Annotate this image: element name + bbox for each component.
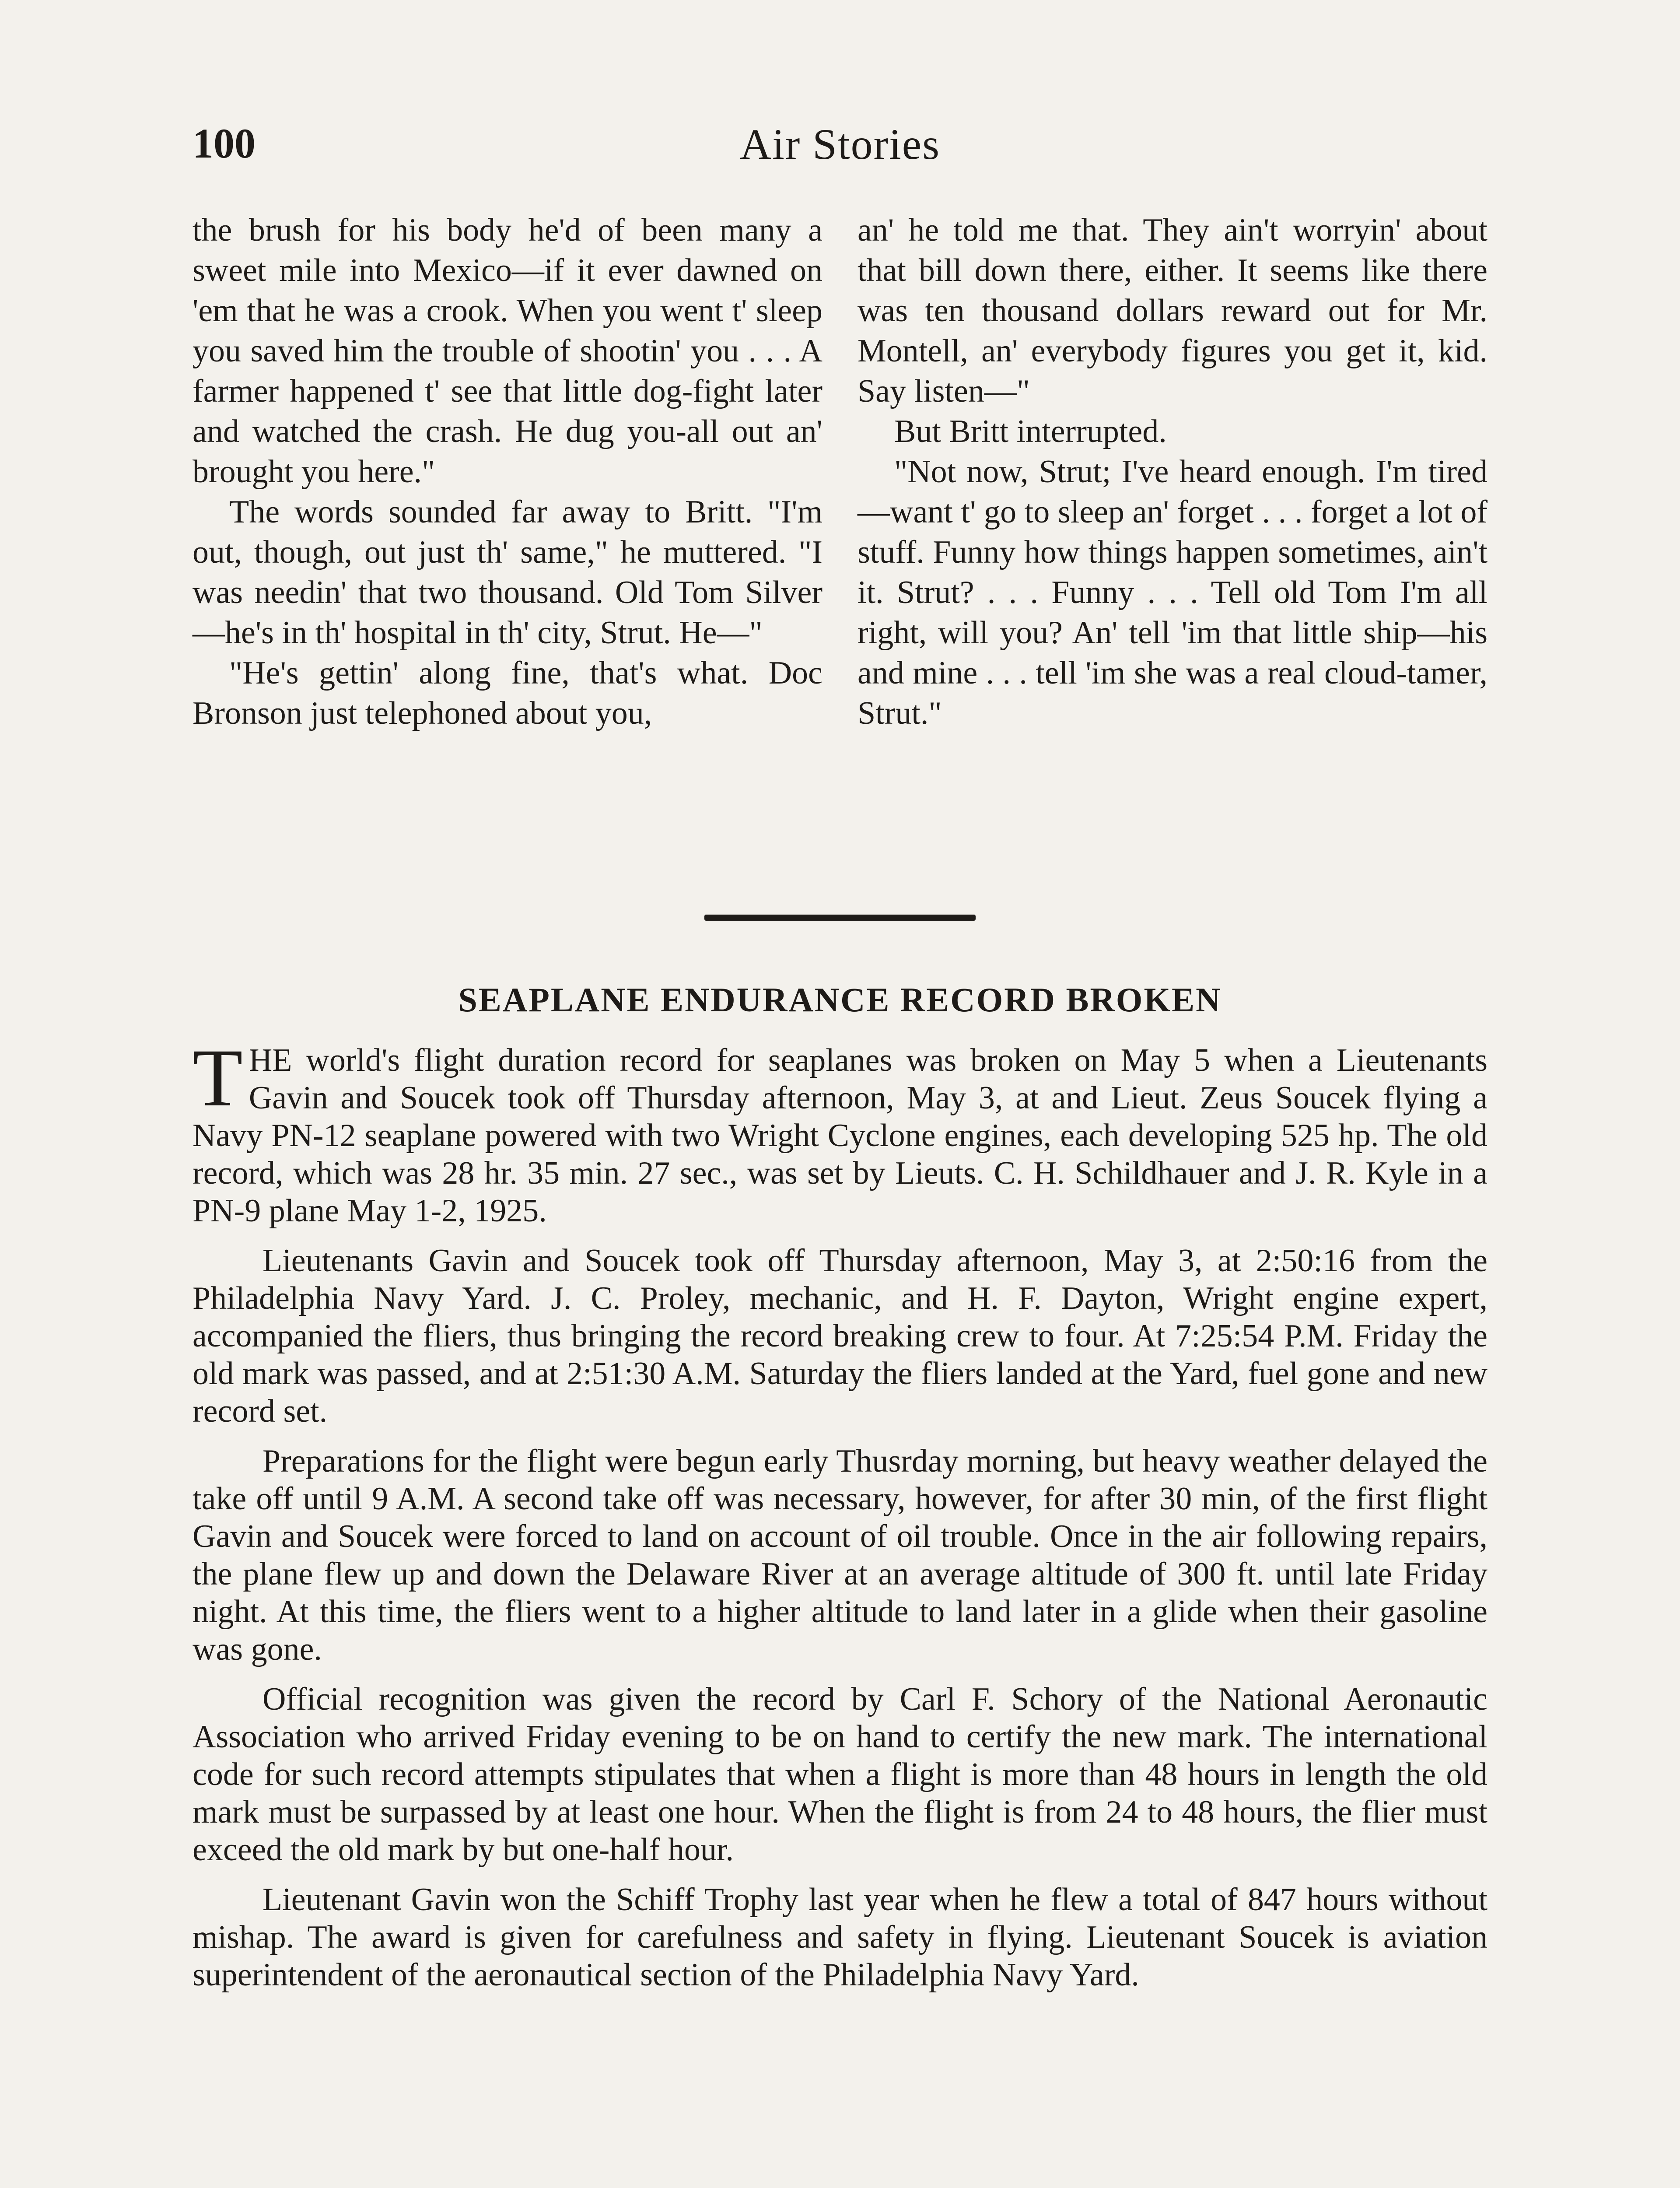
story-paragraph: But Britt interrupted. — [894, 414, 1167, 449]
article-paragraph — [192, 1032, 1488, 1230]
article-paragraph: Lieutenant Gavin won the Schiff Trophy last year when he flew a total of 847 hours without mishap. The award is given for carefulness and safety in flying. Lieutenant Soucek is aviation superintendent of the aeronautical section of the Philadelphia Navy Yard. — [192, 1882, 1488, 1993]
story-paragraph: an' he told me that. They ain't worryin' about that bill down there, either. It seems like there was ten thousand dollars reward out for Mr. Montell, an' everybody figures you get it, kid. Say listen—" — [858, 212, 1488, 409]
article-body — [192, 1032, 1488, 2006]
story-paragraph: "He's gettin' along fine, that's what. Doc Bronson just telephoned about you, — [192, 655, 822, 731]
page-number: 100 — [192, 120, 256, 167]
article-paragraph: Lieutenants Gavin and Soucek took off Thursday afternoon, May 3, at 2:50:16 from the Philadelphia Navy Yard. J. C. Proley, mechanic, and H. F. Dayton, Wright engine expert, accompanied the fliers, thus bringing the record breaking crew to four. At 7:25:54 P.M. Friday the old mark was passed, and at 2:51:30 A.M. Saturday the fliers landed at the Yard, fuel gone and new record set. — [192, 1243, 1488, 1429]
story-paragraph: "Not now, Strut; I've heard enough. I'm tired—want t' go to sleep an' forget . . . forget a lot of stuff. Funny how things happen sometimes, ain't it. Strut? . . . Funny . . . Tell old Tom I'm all right, will you? An' tell 'im that little ship—his and mine . . . tell 'im she was a real cloud-tamer, Strut." — [858, 454, 1488, 731]
article-paragraph: Official recognition was given the record by Carl F. Schory of the National Aeronautic Association who arrived Friday evening to be on hand to certify the new mark. The international code for such record attempts stipulates that when a flight is more than 48 hours in length the old mark must be surpassed by at least one hour. When the flight is from 24 to 48 hours, the flier must exceed the old mark by but one-half hour. — [192, 1681, 1488, 1868]
story-paragraph: The words sounded far away to Britt. "I'm out, though, out just th' same," he muttered. "I was needin' that two thousand. Old Tom Silver—he's in th' hospital in th' city, Strut. He—" — [192, 494, 822, 651]
story-left-column — [192, 210, 822, 733]
article-title: SEAPLANE ENDURANCE RECORD BROKEN — [458, 981, 1222, 1019]
article-paragraph: Preparations for the flight were begun early Thusrday morning, but heavy weather delayed the take off until 9 A.M. A second take off was necessary, however, for after 30 min, of the first flight Gavin and Soucek were forced to land on account of oil trouble. Once in the air following repairs, the plane flew up and down the Delaware River at an average altitude of 300 ft. until late Friday night. At this time, the fliers went to a higher altitude to land later in a glide when their gasoline was gone. — [192, 1443, 1488, 1667]
drop-cap: T — [192, 1032, 243, 1123]
running-head-title: Air Stories — [739, 120, 941, 168]
story-right-column — [858, 210, 1488, 733]
section-divider — [704, 915, 976, 921]
story-paragraph: the brush for his body he'd of been many a sweet mile into Mexico—if it ever dawned on 'em that he was a crook. When you went t' sleep you saved him the trouble of shootin' you . . . A farmer happened t' see that little dog-fight later and watched the crash. He dug you-all out an' brought you here." — [192, 212, 822, 490]
article-lead-text: HE world's flight duration record for seaplanes was broken on May 5 when a Lieutenants Gavin and Soucek took off Thursday afternoon, May 3, at and Lieut. Zeus Soucek flying a Navy PN-12 seaplane powered with two Wright Cyclone engines, each developing 525 hp. The old record, which was 28 hr. 35 min. 27 sec., was set by Lieuts. C. H. Schildhauer and J. R. Kyle in a PN-9 plane May 1-2, 1925. — [192, 1042, 1488, 1229]
